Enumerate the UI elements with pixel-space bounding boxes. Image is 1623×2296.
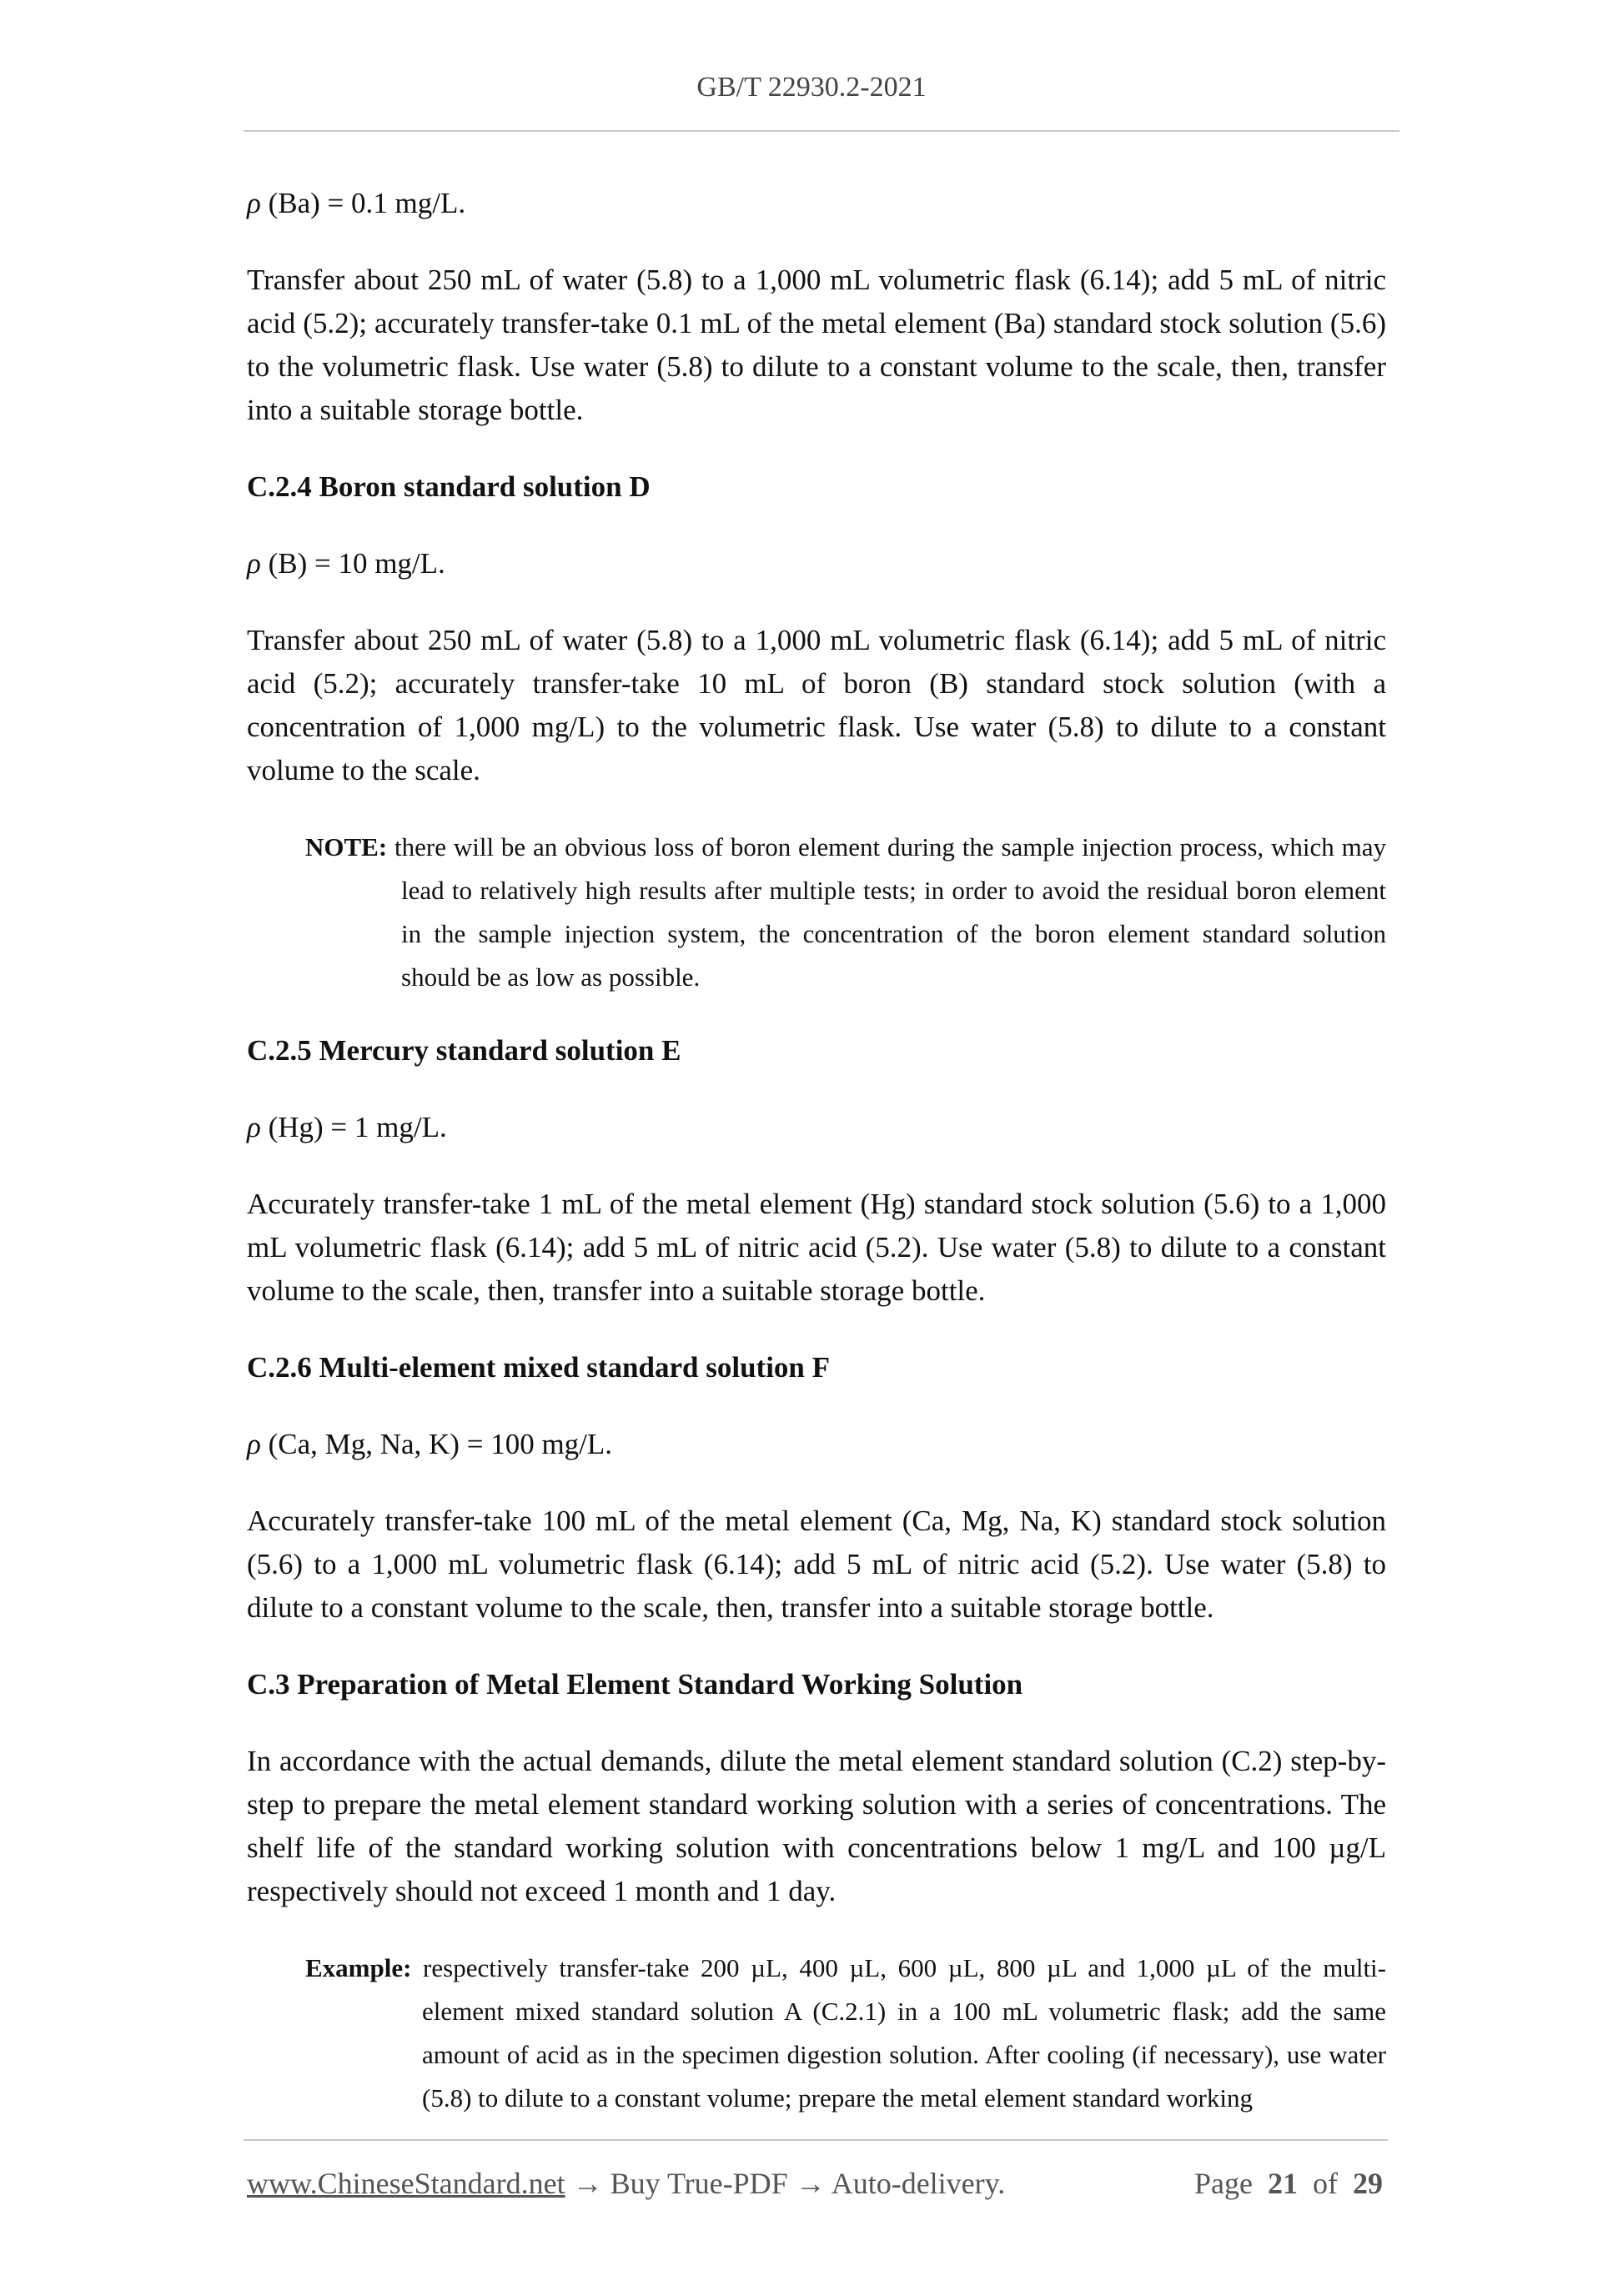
paragraph-working-solution: In accordance with the actual demands, dilute the metal element standard solution (C.2) step-by-step to prepare the metal element standard working solution with a series of concentrations. The shelf life of the standard working solution with concentrations below 1 mg/L and 100 µg/L respectively should not exceed 1 month and 1 day. [247,1745,1386,1907]
paragraph-mixed-prep: Accurately transfer-take 100 mL of the metal element (Ca, Mg, Na, K) standard stock solution (5.6) to a 1,000 mL volumetric flask (6.14); add 5 mL of nitric acid (5.2). Use water (5.8) to dilute to a constant volume to the scale, then, transfer into a suitable storage bottle. [247,1505,1386,1624]
rho-symbol: ρ [247,187,261,219]
auto-delivery-text: Auto-delivery. [831,2167,1006,2200]
heading-c25: C.2.5 Mercury standard solution E [247,1034,681,1067]
site-link[interactable]: www.ChineseStandard.net [247,2167,565,2200]
mixed-concentration: ρ (Ca, Mg, Na, K) = 100 mg/L. [247,1428,613,1460]
note-boron: NOTE: there will be an obvious loss of boron element during the sample injection process, which may lead to relatively high results after multiple tests; in order to avoid the residual boron element in the sample injection system, the concentration of the boron element standard solution should be as low as possible. [305,832,1386,992]
footer-promo [247,2166,1005,2201]
page-header: GB/T 22930.2-2021 [696,72,927,103]
ba-concentration: ρ (Ba) = 0.1 mg/L. [247,187,466,219]
heading-c24: C.2.4 Boron standard solution D [247,470,651,503]
page-number: Page 21 of 29 [1194,2167,1383,2200]
buy-pdf-text: Buy True-PDF [610,2167,788,2200]
arrow-right-icon: → [565,2167,611,2200]
paragraph-ba-prep: Transfer about 250 mL of water (5.8) to a 1,000 mL volumetric flask (6.14); add 5 mL of nitric acid (5.2); accurately transfer-take 0.1 mL of the metal element (Ba) standard stock solution (5.6) to the volumetric flask. Use water (5.8) to dilute to a constant volume to the scale, then, transfer into a suitable storage bottle. [247,264,1386,426]
heading-c26: C.2.6 Multi-element mixed standard solution F [247,1351,831,1384]
example-label: Example: [305,1953,412,1982]
rho-symbol: ρ [247,547,261,580]
arrow-right-icon: → [787,2167,832,2200]
header-divider [244,130,1399,132]
hg-concentration: ρ (Hg) = 1 mg/L. [247,1111,447,1143]
document-body [247,182,1386,2150]
paragraph-mercury-prep: Accurately transfer-take 1 mL of the metal element (Hg) standard stock solution (5.6) to a 1,000 mL volumetric flask (6.14); add 5 mL of nitric acid (5.2). Use water (5.8) to dilute to a constant volume to the scale, then, transfer into a suitable storage bottle. [247,1188,1386,1307]
rho-symbol: ρ [247,1428,261,1460]
b-concentration: ρ (B) = 10 mg/L. [247,547,445,580]
note-label: NOTE: [305,832,388,862]
current-page: 21 [1268,2167,1298,2200]
page-footer [247,2166,1383,2206]
heading-c3: C.3 Preparation of Metal Element Standard Working Solution [247,1668,1023,1701]
total-pages: 29 [1353,2167,1383,2200]
paragraph-boron-prep: Transfer about 250 mL of water (5.8) to a 1,000 mL volumetric flask (6.14); add 5 mL of nitric acid (5.2); accurately transfer-take 10 mL of boron (B) standard stock solution (with a concentration of 1,000 mg/L) to the volumetric flask. Use water (5.8) to dilute to a constant volume to the scale. [247,624,1386,786]
footer-divider [244,2139,1388,2141]
rho-symbol: ρ [247,1111,261,1143]
example-note: Example: respectively transfer-take 200 µL, 400 µL, 600 µL, 800 µL and 1,000 µL of the multi-element mixed standard solution A (C.2.1) in a 100 mL volumetric flask; add the same amount of acid as in the specimen digestion solution. After cooling (if necessary), use water (5.8) to dilute to a constant volume; prepare the metal element standard working [305,1953,1386,2113]
